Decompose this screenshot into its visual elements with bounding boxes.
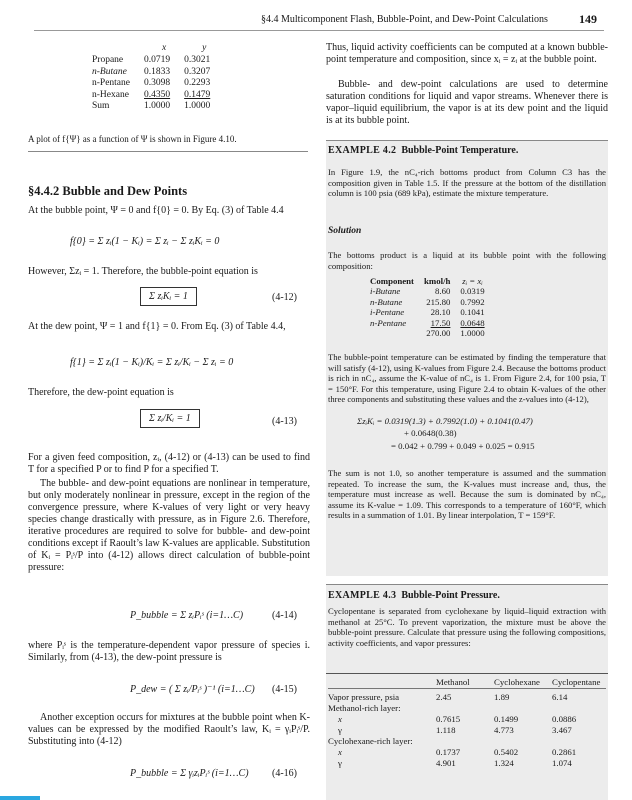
table-row: Sum 1.0000 1.0000 bbox=[92, 101, 211, 111]
paragraph: Therefore, the dew-point equation is bbox=[28, 387, 174, 398]
paragraph: At the dew point, Ψ = 1 and f{1} = 0. From Eq. (3) of Table 4.4, bbox=[28, 321, 286, 332]
table-row: Propane 0.0719 0.3021 bbox=[92, 55, 211, 65]
accent-bar bbox=[0, 796, 40, 800]
table-row: γ 1.118 4.773 3.467 bbox=[338, 725, 572, 735]
table-row: x 0.7615 0.1499 0.0886 bbox=[338, 714, 577, 724]
calc-line: = 0.042 + 0.799 + 0.049 + 0.025 = 0.915 bbox=[391, 441, 535, 451]
table-row: Cyclohexane-rich layer: bbox=[328, 736, 413, 746]
table-rule bbox=[326, 673, 608, 674]
example-4-3-title: EXAMPLE 4.3 Bubble-Point Pressure. bbox=[328, 590, 500, 601]
paragraph: Thus, liquid activity coefficients can be computed at a known bubble-point temperature and composition, since xᵢ = zᵢ at the bubble point. bbox=[326, 42, 608, 65]
results-table bbox=[92, 42, 224, 113]
calc-line: ΣzᵢKᵢ = 0.0319(1.3) + 0.7992(1.0) + 0.1041(0.47) bbox=[357, 416, 533, 426]
table-row: γ 4.901 1.324 1.074 bbox=[338, 758, 572, 768]
equation-number: (4-16) bbox=[272, 768, 297, 779]
table-caption: A plot of f{Ψ} as a function of Ψ is shown in Figure 4.10. bbox=[28, 134, 237, 144]
paragraph: At the bubble point, Ψ = 0 and f{0} = 0. By Eq. (3) of Table 4.4 bbox=[28, 205, 284, 216]
solution-text: The sum is not 1.0, so another temperature is assumed and the summation repeated. To increase the sum, the K-values must increase and, thus, the temperature must increase as well. Because the sum is dominated by nC₄, assume its K-value = 1.09. This corresponds to a temperature of 160°F, which results in a summation of 1.01. By linear interpolation, T = 159°F. bbox=[328, 468, 606, 520]
example-text: Cyclopentane is separated from cyclohexane by liquid–liquid extraction with methanol at 25°C. To prevent vaporization, the mixture must be above the bubble-point pressure. Calculate that pressure using the following compositions, activity coefficients, and vapor pressures: bbox=[328, 606, 606, 648]
equation-4-15: P_dew = ( Σ zᵢ/Pᵢˢ )⁻¹ (i=1…C) bbox=[130, 684, 255, 695]
table-row: n-Pentane 17.50 0.0648 bbox=[370, 317, 485, 328]
equation-number: (4-15) bbox=[272, 684, 297, 695]
table-row: i-Pentane 28.10 0.1041 bbox=[370, 307, 485, 317]
example-4-2-title: EXAMPLE 4.2 Bubble-Point Temperature. bbox=[328, 145, 519, 156]
divider bbox=[326, 584, 608, 585]
header-rule bbox=[34, 30, 604, 31]
col-y-header: y bbox=[202, 43, 207, 53]
equation-box-4-12: Σ zᵢKᵢ = 1 bbox=[140, 287, 197, 306]
calc-line: + 0.0648(0.38) bbox=[404, 428, 457, 438]
paragraph: Another exception occurs for mixtures at the bubble point when K-values can be expressed by the modified Raoult’s law, Kᵢ = γᵢPᵢˢ/P. Substituting into (4-12) bbox=[28, 712, 310, 747]
page-number: 149 bbox=[579, 12, 597, 26]
paragraph: Bubble- and dew-point calculations are used to determine saturation conditions for liquid and vapor streams. Whenever there is vapor–liquid equilibrium, the vapor is at its dew point and the liquid is at its bubble point. bbox=[326, 79, 608, 126]
solution-text: The bubble-point temperature can be estimated by finding the temperature that will satisfy (4-12), using K-values from Figure 2.4. Because the bottoms product is rich in nC₄, assume the K-value of nC₄ is 1. From Figure 2.4, for 100 psia, T = 150°F. For this temperature, using Figure 2.4 to obtain K-values of the other three components and substituting these values and the z-values into (4-12), bbox=[328, 352, 606, 404]
equation-number: (4-13) bbox=[272, 416, 297, 427]
table-row: n-Butane 0.1833 0.3207 bbox=[92, 66, 211, 77]
equation-box-4-13: Σ zᵢ/Kᵢ = 1 bbox=[140, 409, 200, 428]
table-row: n-Butane 215.80 0.7992 bbox=[370, 296, 485, 307]
example-text: In Figure 1.9, the nC₄-rich bottoms product from Column C3 has the composition given in Table 1.5. If the pressure at the bottom of the distillation column is 100 psia (689 kPa), estimate the mixture temperature. bbox=[328, 167, 606, 198]
table-row: i-Butane 8.60 0.0319 bbox=[370, 286, 485, 296]
solution-heading: Solution bbox=[328, 226, 362, 236]
paragraph: The bubble- and dew-point equations are nonlinear in temperature, but only moderately nonlinear in pressure, except in the region of the convergence pressure, where K-values of very light or very heavy species change drastically with pressure, as in Figure 2.6. Therefore, iterative procedures are required to solve for bubble- and dew-point conditions except if Raoult’s law K-values are applicable. Substitution of Kᵢ = Pᵢˢ/P into (4-12) allows direct calculation of bubble-point pressure: bbox=[28, 478, 310, 573]
equation-f0: f{0} = Σ zᵢ(1 − Kᵢ) = Σ zᵢ − Σ zᵢKᵢ = 0 bbox=[70, 236, 220, 247]
divider bbox=[28, 151, 308, 152]
table-row: 270.00 1.0000 bbox=[426, 328, 485, 338]
equation-number: (4-12) bbox=[272, 292, 297, 303]
table-row: Methanol-rich layer: bbox=[328, 703, 401, 713]
paragraph: However, Σzᵢ = 1. Therefore, the bubble-point equation is bbox=[28, 266, 258, 277]
table-row: n-Hexane 0.4350 0.1479 bbox=[92, 89, 211, 100]
equation-number: (4-14) bbox=[272, 610, 297, 621]
running-head: §4.4 Multicomponent Flash, Bubble-Point, and Dew-Point Calculations bbox=[261, 14, 548, 25]
equation-4-16: P_bubble = Σ γᵢzᵢPᵢˢ (i=1…C) bbox=[130, 768, 249, 779]
paragraph: For a given feed composition, zᵢ, (4-12) or (4-13) can be used to find T for a specified P or to find P for a specified T. bbox=[28, 452, 310, 475]
divider bbox=[326, 140, 608, 141]
vapor-data-table: Methanol Cyclohexane Cyclopentane Vapor pressure, psia 2.45 1.89 6.14 Methanol-rich layer: x 0.7615 0.1499 0.0886 γ 1.118 4.773 3.467 Cyclohexane-rich layer: x 0.1737 0.5402 0.2861 γ 4.901 1.324 1.074 bbox=[328, 677, 606, 769]
equation-f1: f{1} = Σ zᵢ(1 − Kᵢ)/Kᵢ = Σ zᵢ/Kᵢ − Σ zᵢ = 0 bbox=[70, 357, 234, 368]
table-row: x 0.1737 0.5402 0.2861 bbox=[338, 747, 577, 757]
paragraph: where Pᵢˢ is the temperature-dependent vapor pressure of species i. Similarly, from (4-13), the dew-point pressure is bbox=[28, 640, 310, 663]
table-row: n-Pentane 0.3098 0.2293 bbox=[92, 78, 211, 88]
equation-4-14: P_bubble = Σ zᵢPᵢˢ (i=1…C) bbox=[130, 610, 244, 621]
section-heading: §4.4.2 Bubble and Dew Points bbox=[28, 184, 188, 198]
solution-text: The bottoms product is a liquid at its bubble point with the following composition: bbox=[328, 250, 606, 271]
composition-table: Component kmol/h zᵢ = xᵢ i-Butane 8.60 0.0319 n-Butane 215.80 0.7992 i-Pentane 28.10 0.1041 n-Pentane 17.50 0.0648 270.00 1.0000 bbox=[370, 276, 495, 339]
col-x-header: x bbox=[161, 43, 167, 53]
table-row: Vapor pressure, psia 2.45 1.89 6.14 bbox=[328, 692, 568, 702]
